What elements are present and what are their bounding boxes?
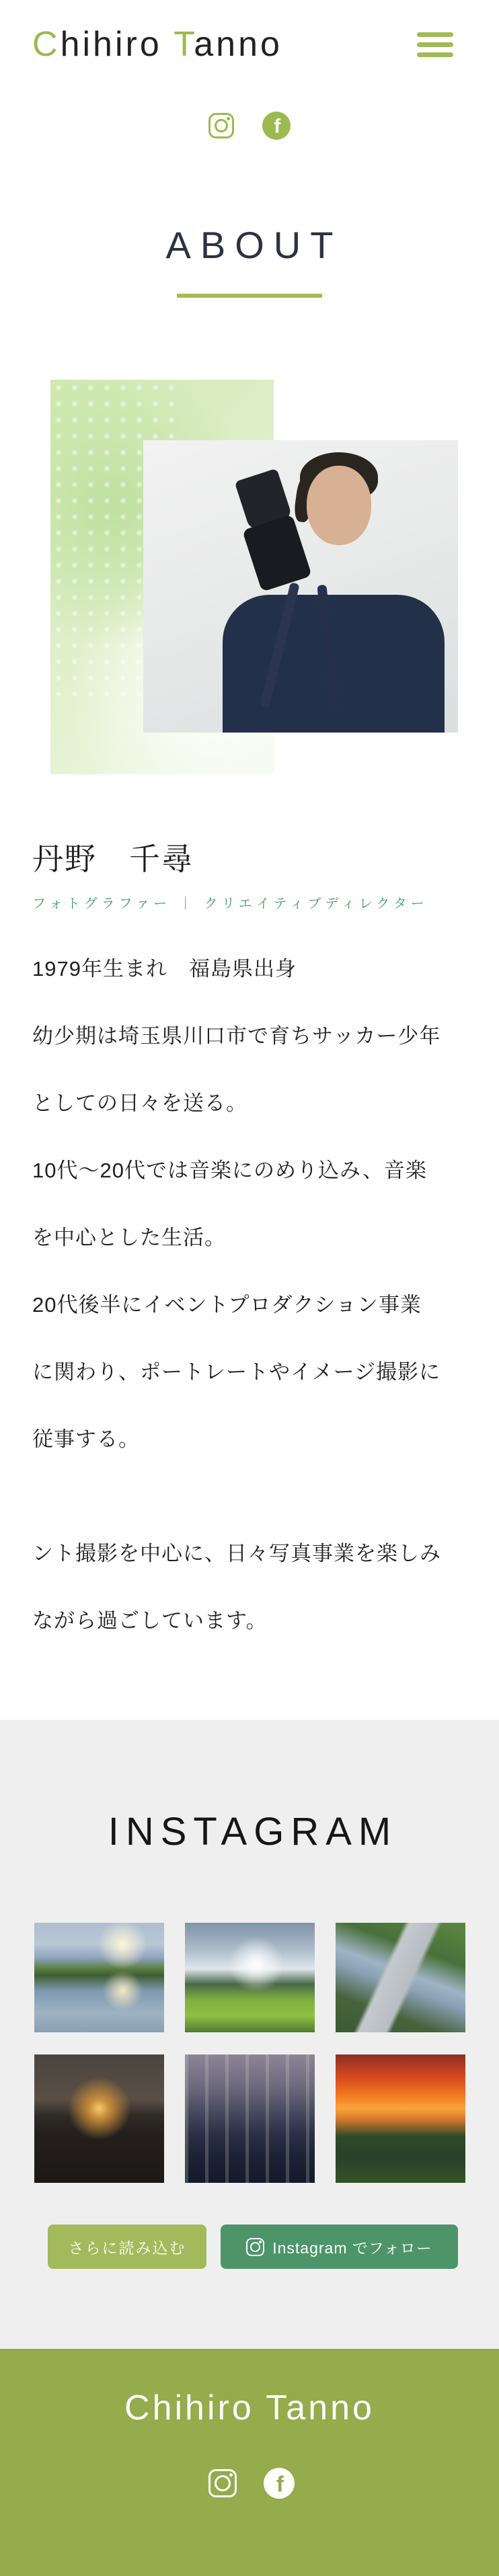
- portrait-face-shape: [307, 466, 371, 545]
- header-social-links: [0, 110, 499, 142]
- bio-line: ント撮影を中心に、日々写真事業を楽しみ: [32, 1542, 441, 1565]
- bio-line: を中心とした生活。: [32, 1226, 226, 1249]
- about-section-title: ABOUT: [165, 224, 343, 266]
- instagram-follow-button[interactable]: [221, 2225, 458, 2269]
- bio-line: 1979年生まれ 福島県出身: [32, 957, 297, 981]
- hamburger-menu-icon[interactable]: [417, 32, 453, 57]
- footer-social-links: [0, 2466, 499, 2500]
- logo-accent-letter: C: [32, 25, 61, 64]
- bio-line: 10代〜20代では音楽にのめり込み、音楽: [32, 1159, 427, 1182]
- dark-sunset-lake-silhouette-photo[interactable]: [34, 2054, 164, 2183]
- bio-line: としての日々を送る。: [32, 1091, 247, 1115]
- instagram-icon[interactable]: [208, 113, 234, 138]
- footer: [0, 2349, 499, 2576]
- bio-line: 従事する。: [32, 1427, 140, 1451]
- profile-job-title: フォトグラファー ｜ クリエイティブディレクター: [32, 897, 428, 911]
- follow-button-label: Instagram でフォロー: [272, 2239, 432, 2257]
- logo-accent-letter: T: [174, 25, 194, 64]
- instagram-icon: [246, 2238, 264, 2256]
- load-more-button[interactable]: さらに読み込む: [48, 2225, 206, 2269]
- hamburger-bar: [417, 52, 453, 57]
- about-title-underline: [177, 294, 322, 298]
- instagram-icon[interactable]: [208, 2469, 237, 2497]
- bio-line: ながら過ごしています。: [32, 1609, 268, 1632]
- facebook-icon[interactable]: [264, 2468, 295, 2499]
- green-fields-cloudy-sky-photo[interactable]: [185, 1923, 315, 2032]
- facebook-icon[interactable]: [262, 112, 291, 140]
- profile-name: 丹野 千尋: [32, 841, 194, 876]
- highway-bridge-river-forest-photo[interactable]: [336, 1923, 465, 2032]
- instagram-section-title: INSTAGRAM: [108, 1810, 398, 1854]
- hamburger-bar: [417, 42, 453, 47]
- profile-bio: [32, 954, 476, 1673]
- site-logo[interactable]: [32, 24, 282, 65]
- night-city-skyscrapers-photo[interactable]: [185, 2054, 315, 2183]
- footer-site-name: Chihiro Tanno: [124, 2388, 375, 2427]
- logo-text: hihiro: [60, 25, 162, 64]
- vivid-red-sunset-sky-photo[interactable]: [336, 2054, 465, 2183]
- hamburger-bar: [417, 32, 453, 37]
- logo-text: anno: [194, 25, 282, 64]
- bio-line: 20代後半にイベントプロダクション事業: [32, 1293, 422, 1317]
- sunrise-rice-field-reflection-photo[interactable]: [34, 1923, 164, 2032]
- bio-line: に関わり、ポートレートやイメージ撮影に: [32, 1360, 441, 1384]
- bio-line: 幼少期は埼玉県川口市で育ちサッカー少年: [32, 1024, 441, 1048]
- photographer-portrait-photo: [143, 440, 458, 733]
